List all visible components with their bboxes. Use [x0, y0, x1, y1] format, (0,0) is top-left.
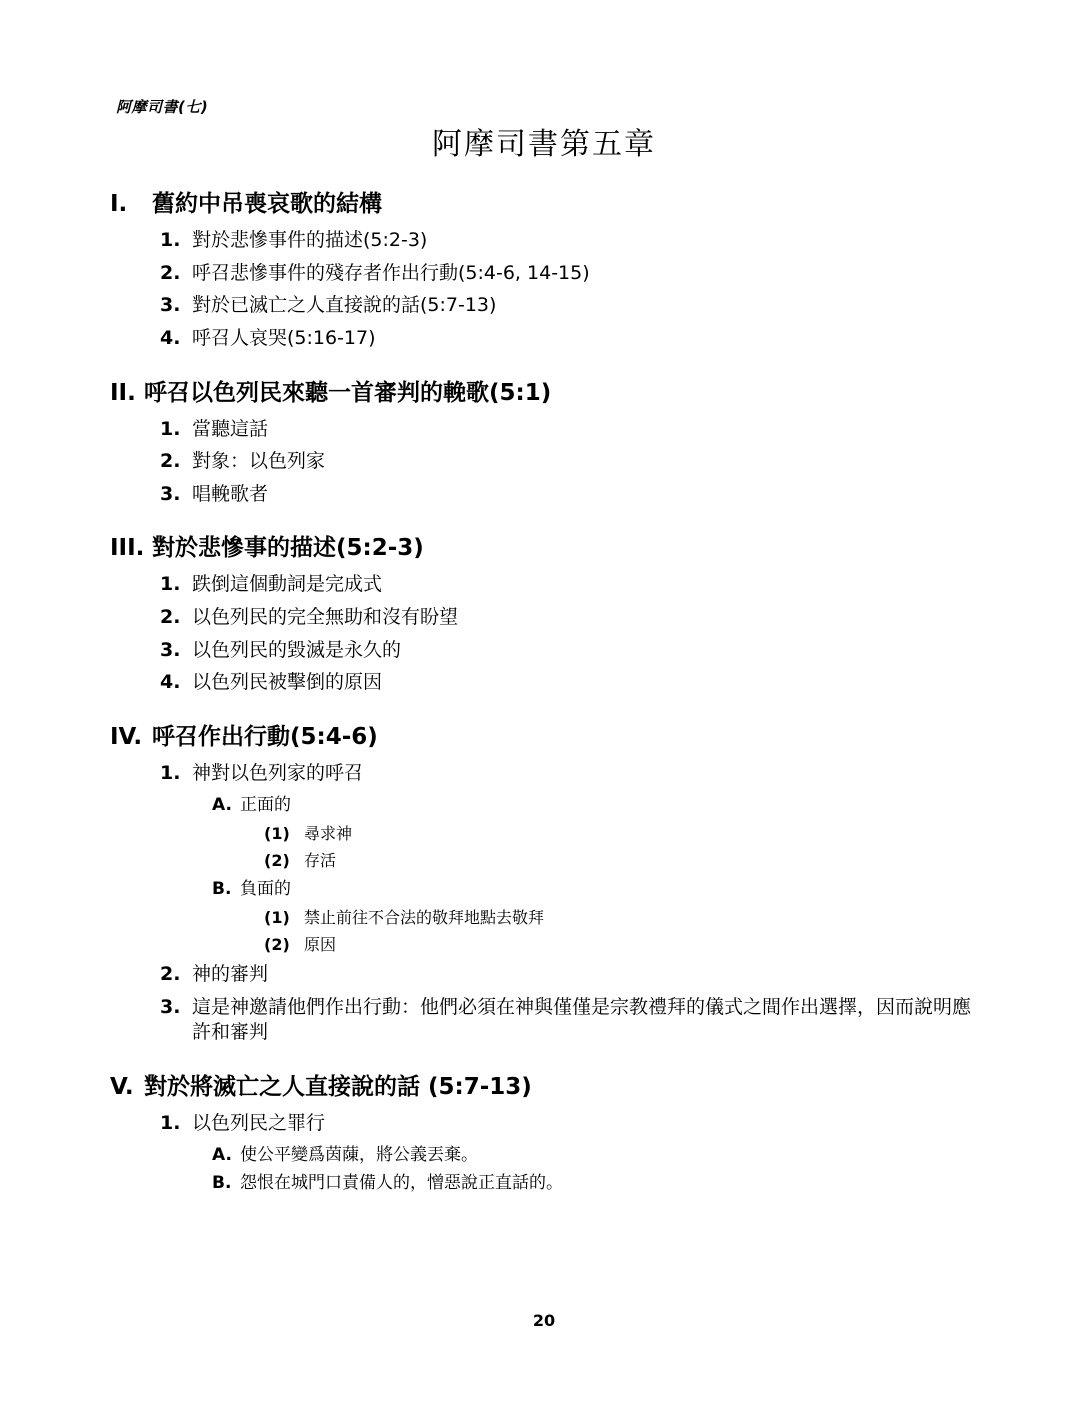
list-item-number: 1. [160, 1111, 181, 1134]
sub-list-item-text: 使公平變爲茵蔯，將公義丟棄。 [240, 1144, 478, 1165]
list-item-number: 2. [160, 261, 181, 284]
list-item-text: 當聽這話 [192, 417, 269, 440]
list-item [160, 995, 988, 1046]
sub-sub-list-item [264, 907, 988, 929]
sub-sub-list-item-text: 原因 [304, 935, 337, 955]
sub-list-item-number: B. [212, 878, 232, 899]
list-item-number: 1. [160, 229, 181, 251]
list-item-text: 跌倒這個動詞是完成式 [192, 573, 383, 596]
list-item-number: 1. [160, 573, 181, 596]
section-3-number: III. [110, 535, 145, 562]
list-item-number: 4. [160, 671, 181, 694]
list-item [160, 482, 988, 508]
section-2-title: 呼召以色列民來聽一首審判的輓歌(5:1) [144, 379, 552, 406]
sub-list-item-number: A. [212, 794, 232, 815]
section-5 [100, 1068, 988, 1196]
sub-list-item [212, 794, 988, 817]
list-item-number: 2. [160, 450, 181, 473]
sub-list-item-text: 怨恨在城門口責備人的，憎惡說正直話的。 [240, 1173, 563, 1194]
section-3-heading [110, 529, 988, 562]
list-item-text: 呼召悲慘事件的殘存者作出行動(5:4-6, 14-15) [192, 261, 590, 284]
list-item-text: 對象：以色列家 [192, 450, 326, 473]
section-4-title: 呼召作出行動(5:4-6) [152, 724, 378, 751]
sub-sub-list-item [264, 934, 988, 956]
section-3 [100, 529, 988, 696]
page-title: 阿摩司書第五章 [432, 127, 656, 162]
list-item-text: 以色列民的毀滅是永久的 [192, 638, 402, 661]
sub-list-item-text: 正面的 [240, 794, 291, 815]
list-item-text: 以色列民被擊倒的原因 [192, 671, 383, 694]
section-5-number: V. [110, 1073, 134, 1100]
list-item-number: 3. [160, 638, 181, 661]
list-item [160, 761, 988, 787]
list-item-text: 唱輓歌者 [192, 482, 269, 505]
list-item [160, 449, 988, 475]
section-1-number: I. [110, 191, 128, 217]
section-1 [100, 185, 988, 352]
section-4 [100, 718, 988, 1046]
list-item [160, 228, 988, 254]
sub-sub-list-item-number: (1) [264, 907, 290, 927]
sub-sub-list-item-text: 禁止前往不合法的敬拜地點去敬拜 [304, 907, 545, 927]
list-item-number: 3. [160, 995, 181, 1018]
list-item-text: 對於悲慘事件的描述(5:2-3) [192, 229, 428, 251]
sub-sub-list-item [264, 850, 988, 872]
sub-list-item-number: B. [212, 1173, 232, 1194]
section-1-heading [110, 185, 988, 218]
running-header: 阿摩司書(七) [116, 98, 209, 116]
list-item-number: 3. [160, 294, 181, 317]
list-item-text: 神的審判 [192, 962, 269, 985]
sub-list-item [212, 1172, 988, 1195]
section-1-title: 舊約中吊喪哀歌的結構 [152, 191, 382, 217]
sub-sub-list-item-number: (1) [264, 823, 290, 843]
section-3-title: 對於悲慘事的描述(5:2-3) [152, 535, 424, 562]
list-item [160, 638, 988, 664]
section-2 [100, 374, 988, 508]
section-2-number: II. [110, 379, 136, 406]
section-4-heading [110, 718, 988, 751]
list-item [160, 670, 988, 696]
sub-list-item-text: 負面的 [240, 878, 291, 899]
sub-sub-list-item-text: 存活 [304, 851, 337, 871]
list-item [160, 605, 988, 631]
section-4-number: IV. [110, 724, 143, 751]
section-5-title: 對於將滅亡之人直接說的話 (5:7-13) [144, 1073, 532, 1100]
sub-list-item [212, 878, 988, 901]
list-item-number: 4. [160, 326, 181, 349]
sub-sub-list-item-number: (2) [264, 935, 290, 955]
list-item-number: 3. [160, 482, 181, 505]
section-5-heading [110, 1068, 988, 1101]
list-item-text: 這是神邀請他們作出行動：他們必須在神與僅僅是宗教禮拜的儀式之間作出選擇，因而說明應許和審判 [192, 995, 972, 1044]
sub-list-item [212, 1144, 988, 1167]
list-item-text: 神對以色列家的呼召 [192, 762, 364, 785]
list-item [160, 261, 988, 287]
list-item [160, 1111, 988, 1137]
list-item-text: 以色列民之罪行 [192, 1111, 326, 1134]
list-item-number: 1. [160, 417, 181, 440]
list-item [160, 326, 988, 352]
sub-sub-list-item [264, 823, 988, 845]
sub-list-item-number: A. [212, 1144, 232, 1165]
list-item-text: 呼召人哀哭(5:16-17) [192, 326, 376, 349]
list-item [160, 293, 988, 319]
sub-sub-list-item-text: 尋求神 [304, 823, 353, 843]
sub-sub-list-item-number: (2) [264, 851, 290, 871]
list-item [160, 572, 988, 598]
section-2-heading [110, 374, 988, 407]
list-item [160, 417, 988, 443]
list-item [160, 962, 988, 988]
list-item-text: 以色列民的完全無助和沒有盼望 [192, 606, 459, 629]
page-number: 20 [532, 1311, 556, 1330]
list-item-text: 對於已滅亡之人直接說的話(5:7-13) [192, 294, 497, 317]
list-item-number: 2. [160, 606, 181, 629]
list-item-number: 1. [160, 762, 181, 785]
list-item-number: 2. [160, 962, 181, 985]
